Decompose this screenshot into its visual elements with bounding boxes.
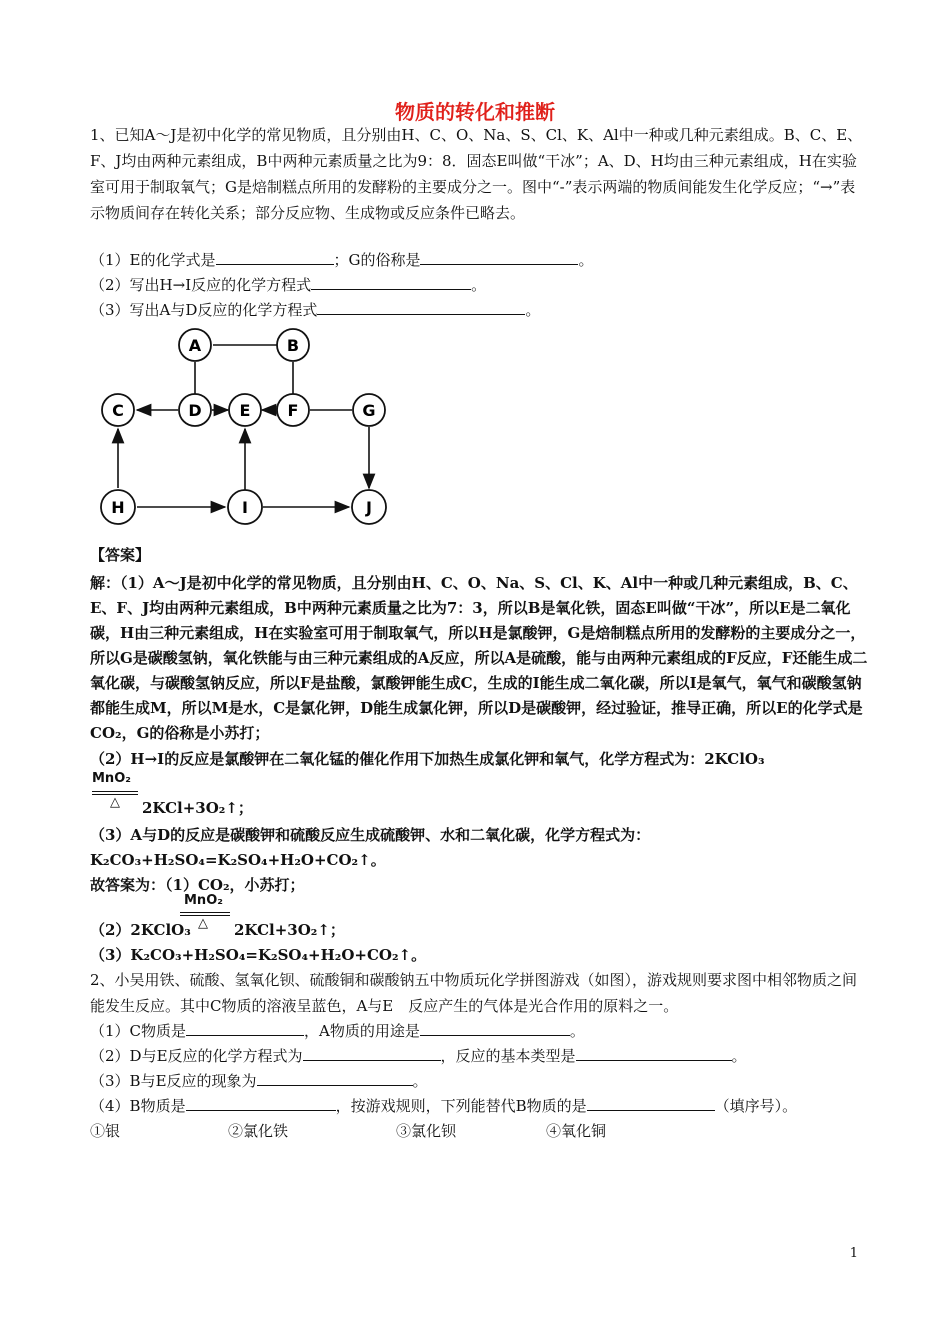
svg-text:H: H [111,498,125,517]
node-c [102,394,134,426]
answer-blank[interactable] [587,1094,715,1111]
node-e [229,394,261,426]
q1-stem: 1、已知A～J是初中化学的常见物质，且分别由H、C、O、Na、S、Cl、K、Al中一种或几种元素组成。B、C、E、F、J均由两种元素组成，B中两种元素质量之比为9：8．固态E叫做“干冰”；A、D、H均由三种元素组成，H在实验室可用于制取氧气；G是焙制糕点所用的发酵粉的主要成分之一。图中“-”表示两端的物质间能发生化学反应；“→”表示物质间存在转化关系；部分反应物、生成物或反应条件已略去。 [90,126,863,222]
answer-eq2-product: 2KCl+3O₂↑； [142,799,253,817]
node-h [101,490,135,524]
q1-part3: （3）写出A与D反应的化学方程式 。 [90,298,540,322]
answer-eq3-intro: （3）A与D的反应是碳酸钾和硫酸反应生成硫酸钾、水和二氧化碳，化学方程式为： [90,826,651,844]
answer-blank[interactable] [420,1019,570,1036]
answer-blank[interactable] [216,248,334,265]
node-a [179,329,211,361]
catalyst-label-2: MnO₂ [184,893,223,908]
svg-text:C: C [112,401,124,420]
catalyst-label: MnO₂ [92,771,131,786]
svg-text:G: G [362,401,376,420]
q2-stem: 2、小吴用铁、硫酸、氢氧化钡、硫酸铜和碳酸钠五中物质玩化学拼图游戏（如图），游戏规则要求图中相邻物质之间能发生反应。其中C物质的溶液呈蓝色，A与E 反应产生的气体是光合作用的原料之一。 [90,971,858,1015]
answer-heading: 【答案】 [90,546,151,564]
answer-blank[interactable] [311,273,471,290]
page-number: 1 [849,1246,858,1261]
answer-final-3: （3）K₂CO₃+H₂SO₄=K₂SO₄+H₂O+CO₂↑。 [90,946,427,964]
svg-text:D: D [188,401,202,420]
answer-final-1: 故答案为：（1）CO₂，小苏打； [90,876,305,894]
q1-part1: （1）E的化学式是 ；G的俗称是 。 [90,248,594,272]
answer-eq3: K₂CO₃+H₂SO₄=K₂SO₄+H₂O+CO₂↑。 [90,851,386,869]
answer-blank[interactable] [317,298,525,315]
q1-part2: （2）写出H→I反应的化学方程式 。 [90,273,486,297]
reaction-diagram [85,325,405,530]
option-1[interactable]: ①银 [90,1122,121,1140]
svg-text:I: I [242,498,248,517]
answer-final-2-right: 2KCl+3O₂↑； [234,921,345,939]
answer-final-2-left: （2）2KClO₃ [90,921,191,939]
node-i [228,490,262,524]
diagram-nodes [101,329,386,524]
page-title: 物质的转化和推断 [395,100,555,124]
q2-part4: （4）B物质是 ，按游戏规则，下列能替代B物质的是 （填序号）。 [90,1094,797,1118]
node-g [353,394,385,426]
svg-text:A: A [188,336,202,355]
node-f [277,394,309,426]
node-b [277,329,309,361]
q2-part2: （2）D与E反应的化学方程式为 ，反应的基本类型是 。 [90,1044,747,1068]
node-d [179,394,211,426]
answer-eq2-intro: （2）H→I的反应是氯酸钾在二氧化锰的催化作用下加热生成氯化钾和氧气，化学方程式为：2KClO₃ [90,750,765,768]
heat-symbol: △ [110,795,120,810]
svg-text:J: J [366,498,372,517]
answer-blank[interactable] [186,1019,304,1036]
option-2[interactable]: ②氯化铁 [228,1122,289,1140]
q2-options [90,1119,666,1143]
option-3[interactable]: ③氯化钡 [396,1122,457,1140]
answer-blank[interactable] [576,1044,732,1061]
heat-symbol-2: △ [198,916,208,931]
answer-blank[interactable] [303,1044,441,1061]
option-4[interactable]: ④氧化铜 [546,1122,607,1140]
answer-blank[interactable] [186,1094,336,1111]
q2-part3: （3）B与E反应的现象为 。 [90,1069,428,1093]
svg-text:F: F [287,401,299,420]
svg-text:E: E [239,401,251,420]
answer-blank[interactable] [420,248,578,265]
node-j [352,490,386,524]
answer-blank[interactable] [257,1069,413,1086]
q2-part1: （1）C物质是 ，A物质的用途是 。 [90,1019,585,1043]
svg-text:B: B [286,336,300,355]
answer-body: 解：（1）A～J是初中化学的常见物质，且分别由H、C、O、Na、S、Cl、K、Al中一种或几种元素组成，B、C、E、F、J均由两种元素组成，B中两种元素质量之比为7：3，所以B是氧化铁，固态E叫做“干冰”，所以E是二氧化碳，H由三种元素组成，H在实验室可用于制取氧气，所以H是氯酸钾，G是焙制糕点所用的发酵粉的主要成分之一，所以G是碳酸氢钠，氧化铁能与由三种元素组成的A反应，所以A是硫酸，能与由两种元素组成的F反应，F还能生成二氧化碳，与碳酸氢钠反应，所以F是盐酸，氯酸钾能生成C，生成的I能生成二氧化碳，所以I是氧气，氧气和碳酸氢钠都能生成M，所以M是水，C是氯化钾，D能生成氯化钾，所以D是碳酸钾，经过验证，推导正确，所以E的化学式是CO₂，G的俗称是小苏打； [90,574,868,742]
